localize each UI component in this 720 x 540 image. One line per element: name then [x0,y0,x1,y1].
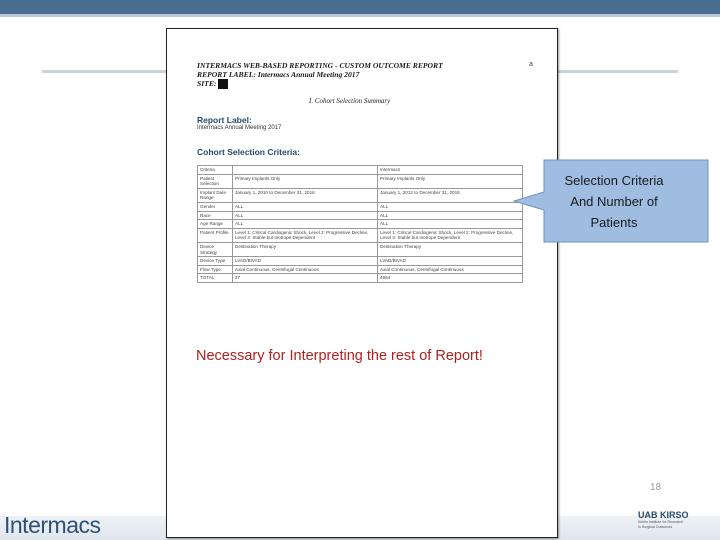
criteria-row [198,166,523,175]
criteria-cell: January 1, 2012 to December 31, 2016 [378,188,523,202]
criteria-cell: Destination Therapy [233,242,378,256]
page-number: 18 [650,482,662,493]
callout-line1: Selection Criteria [564,173,664,188]
report-header [197,61,443,89]
criteria-cell: January 1, 2010 to December 31, 2016 [233,188,378,202]
criteria-cell: Criteria [198,166,233,175]
criteria-cell: Race [198,211,233,220]
top-banner [0,0,720,17]
intermacs-logo-prefix: Interm [4,512,67,538]
criteria-cell: Implant Date Range [198,188,233,202]
criteria-row [198,174,523,188]
callout-line2: And Number of [570,194,658,209]
corner-mark: a [529,61,533,68]
criteria-cell: Primary Implants Only [233,174,378,188]
criteria-cell: Gender [198,202,233,211]
criteria-cell: Flow Type [198,265,233,274]
criteria-cell: ALL [378,202,523,211]
site-redaction-box [218,79,228,89]
criteria-cell [233,166,378,175]
callout-text [550,170,678,233]
criteria-cell: TOTAL [198,274,233,283]
criteria-row [198,257,523,266]
criteria-cell: ALL [233,220,378,229]
criteria-cell: ALL [233,211,378,220]
criteria-cell: Level 1: Critical Cardiogenic Shock, Level 2: Progressive Decline, Level 3: Stable but Inotrope Dependent [378,228,523,242]
criteria-cell: Axial Continuous, Centrifugal Continuous [378,265,523,274]
criteria-cell: ALL [378,211,523,220]
criteria-cell: ALL [233,202,378,211]
uab-kirso-sub1: Kirklin Institute for Research [638,520,683,524]
report-header-line2: REPORT LABEL: Intermacs Annual Meeting 2017 [197,70,360,79]
criteria-cell: 27 [233,274,378,283]
interpretation-note: Necessary for Interpreting the rest of Report! [196,348,483,364]
criteria-cell: Destination Therapy [378,242,523,256]
uab-kirso-logo [638,510,718,529]
criteria-row [198,274,523,283]
intermacs-logo-suffix: cs [78,512,101,538]
report-header-line1: INTERMACS WEB-BASED REPORTING - CUSTOM OUTCOME REPORT [197,61,443,70]
criteria-table [197,165,523,283]
criteria-row [198,228,523,242]
report-label-value: Intermacs Annual Meeting 2017 [197,125,282,131]
criteria-cell: Primary Implants Only [378,174,523,188]
intermacs-logo-a-icon: a [66,512,79,538]
criteria-cell: Device Strategy [198,242,233,256]
uab-kirso-sub2: in Surgical Outcomes [638,524,673,529]
criteria-cell: LVAD/BIVAD [378,257,523,266]
criteria-cell: LVAD/BIVAD [233,257,378,266]
callout-line3: Patients [590,215,638,230]
criteria-row [198,211,523,220]
criteria-cell: ALL [378,220,523,229]
criteria-cell: Patient Selection [198,174,233,188]
criteria-row [198,188,523,202]
report-label-heading: Report Label: [197,115,252,125]
criteria-row [198,242,523,256]
report-header-line3: SITE: [197,79,217,88]
report-page-image [166,28,558,538]
criteria-cell: Intermacs [378,166,523,175]
criteria-cell: Axial Continuous, Centrifugal Continuous [233,265,378,274]
intermacs-logo [4,512,100,539]
section-title: I. Cohort Selection Summary [309,97,391,105]
criteria-cell: Patient Profile [198,228,233,242]
criteria-row [198,265,523,274]
criteria-cell: Age Range [198,220,233,229]
criteria-row [198,202,523,211]
criteria-cell: 4964 [378,274,523,283]
criteria-heading: Cohort Selection Criteria: [197,147,300,157]
criteria-row [198,220,523,229]
criteria-cell: Level 1: Critical Cardiogenic Shock, Level 2: Progressive Decline, Level 3: Stable but Inotrope Dependent [233,228,378,242]
uab-kirso-title: UAB KIRSO [638,510,689,520]
criteria-cell: Device Type [198,257,233,266]
